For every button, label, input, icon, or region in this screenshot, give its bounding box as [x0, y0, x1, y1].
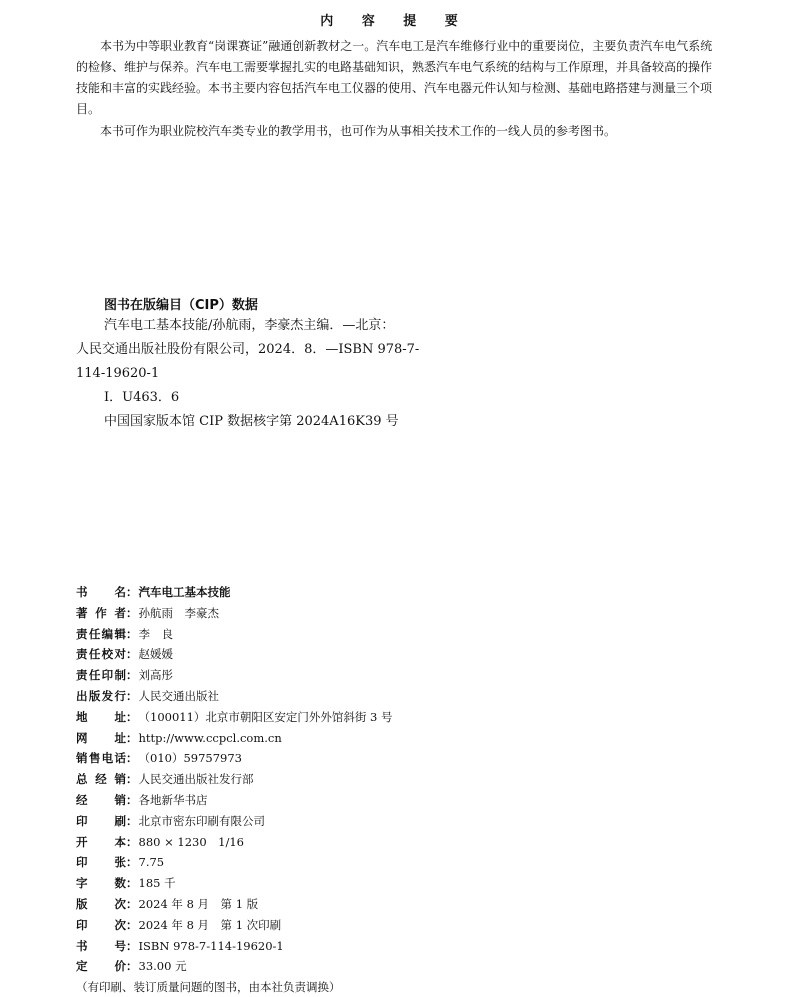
row-value: 2024 年 8 月 第 1 次印刷 — [138, 917, 282, 932]
copyright-row-printing-supervisor — [76, 665, 716, 686]
row-value: 2024 年 8 月 第 1 版 — [138, 896, 259, 911]
copyright-row-impression — [76, 915, 716, 936]
row-value: 汽车电工基本技能 — [138, 585, 231, 599]
row-value: （100011）北京市朝阳区安定门外外馆斜街 3 号 — [138, 709, 393, 724]
row-colon: ： — [126, 688, 138, 703]
copyright-row-address — [76, 707, 716, 728]
row-colon: ： — [126, 938, 138, 953]
row-colon: ： — [126, 896, 138, 911]
row-value: 北京市密东印刷有限公司 — [138, 813, 265, 828]
row-colon: ： — [126, 813, 138, 828]
row-value: 7.75 — [138, 855, 165, 870]
row-colon: ： — [126, 626, 138, 641]
row-label: 开本 — [76, 834, 126, 849]
row-colon: ： — [126, 668, 138, 683]
cip-line-3: 114-19620-1 — [76, 366, 160, 381]
row-colon: ： — [126, 772, 138, 787]
copyright-row-word-count — [76, 873, 716, 894]
cip-heading: 图书在版编目（CIP）数据 — [104, 298, 258, 313]
row-label: 地址 — [76, 709, 126, 724]
row-label: 书名 — [76, 585, 126, 599]
copyright-row-edition — [76, 894, 716, 915]
row-colon: ： — [126, 855, 138, 870]
row-colon: ： — [126, 647, 138, 662]
row-colon: ： — [126, 585, 138, 599]
summary-paragraph-1: 本书为中等职业教育“岗课赛证”融通创新教材之一。汽车电工是汽车维修行业中的重要岗位，主要负责汽车电气系统的检修、维护与保养。汽车电工需要掌握扎实的电路基础知识，熟悉汽车电气系统的结构与工作原理，并具备较高的操作技能和丰富的实践经验。本书主要内容包括汽车电工仪器的使用、汽车电器元件认知与检测、基础电路搭建与测量三个项目。 — [76, 39, 713, 116]
row-label: 书号 — [76, 938, 126, 953]
row-label: 印次 — [76, 917, 126, 932]
row-value: 李 良 — [138, 626, 173, 641]
copyright-row-price — [76, 956, 716, 977]
cip-line-2: 人民交通出版社股份有限公司，2024．8．—ISBN 978-7- — [76, 342, 420, 357]
row-value: 各地新华书店 — [138, 792, 208, 807]
row-colon: ： — [126, 605, 138, 620]
row-label: 印刷 — [76, 813, 126, 828]
row-colon: ： — [126, 730, 138, 745]
row-colon: ： — [126, 751, 138, 766]
copyright-row-distributor — [76, 790, 716, 811]
row-value: 赵媛媛 — [138, 647, 173, 662]
quality-note: （有印刷、装订质量问题的图书，由本社负责调换） — [76, 980, 341, 995]
row-label: 定价 — [76, 959, 126, 974]
cip-line-4: Ⅰ．U463．6 — [104, 390, 180, 405]
row-colon: ： — [126, 792, 138, 807]
row-value: 33.00 元 — [138, 959, 187, 974]
row-colon: ： — [126, 959, 138, 974]
row-label: 责任编辑 — [76, 626, 126, 641]
row-label: 责任校对 — [76, 647, 126, 662]
copyright-block — [76, 582, 716, 997]
row-value: 人民交通出版社发行部 — [138, 772, 254, 787]
row-label: 字数 — [76, 876, 126, 891]
row-colon: ： — [126, 917, 138, 932]
copyright-row-isbn — [76, 936, 716, 957]
row-label: 销售电话 — [76, 751, 126, 766]
summary-title: 内 容 提 要 — [320, 14, 470, 29]
row-label: 出版发行 — [76, 688, 126, 703]
row-value: 880 × 1230 1/16 — [138, 834, 244, 849]
copyright-row-phone — [76, 748, 716, 769]
row-label: 总经销 — [76, 772, 126, 787]
copyright-row-title — [76, 582, 716, 603]
row-value: （010）59757973 — [138, 751, 242, 766]
row-value: 人民交通出版社 — [138, 688, 219, 703]
row-label: 网址 — [76, 730, 126, 745]
row-colon: ： — [126, 709, 138, 724]
copyright-row-publisher — [76, 686, 716, 707]
summary-paragraph-2: 本书可作为职业院校汽车类专业的教学用书，也可作为从事相关技术工作的一线人员的参考图书。 — [100, 124, 617, 138]
copyright-row-sheets — [76, 852, 716, 873]
row-value: http://www.ccpcl.com.cn — [138, 730, 282, 745]
copyright-row-editor — [76, 624, 716, 645]
row-label: 著作者 — [76, 605, 126, 620]
copyright-row-authors — [76, 603, 716, 624]
copyright-row-proofreader — [76, 644, 716, 665]
row-value: 刘高彤 — [138, 668, 173, 683]
row-colon: ： — [126, 834, 138, 849]
copyright-row-general-distributor — [76, 769, 716, 790]
row-value: 孙航雨 李豪杰 — [138, 605, 219, 620]
cip-line-1: 汽车电工基本技能/孙航雨，李豪杰主编．—北京： — [104, 318, 395, 333]
row-colon: ： — [126, 876, 138, 891]
copyright-row-printer — [76, 811, 716, 832]
row-label: 经销 — [76, 792, 126, 807]
row-label: 责任印制 — [76, 668, 126, 683]
row-label: 印张 — [76, 855, 126, 870]
row-label: 版次 — [76, 896, 126, 911]
row-value: ISBN 978-7-114-19620-1 — [138, 938, 284, 953]
copyright-row-format — [76, 832, 716, 853]
row-value: 185 千 — [138, 876, 176, 891]
copyright-row-website — [76, 728, 716, 749]
cip-line-5: 中国国家版本馆 CIP 数据核字第 2024A16K39 号 — [104, 414, 399, 429]
